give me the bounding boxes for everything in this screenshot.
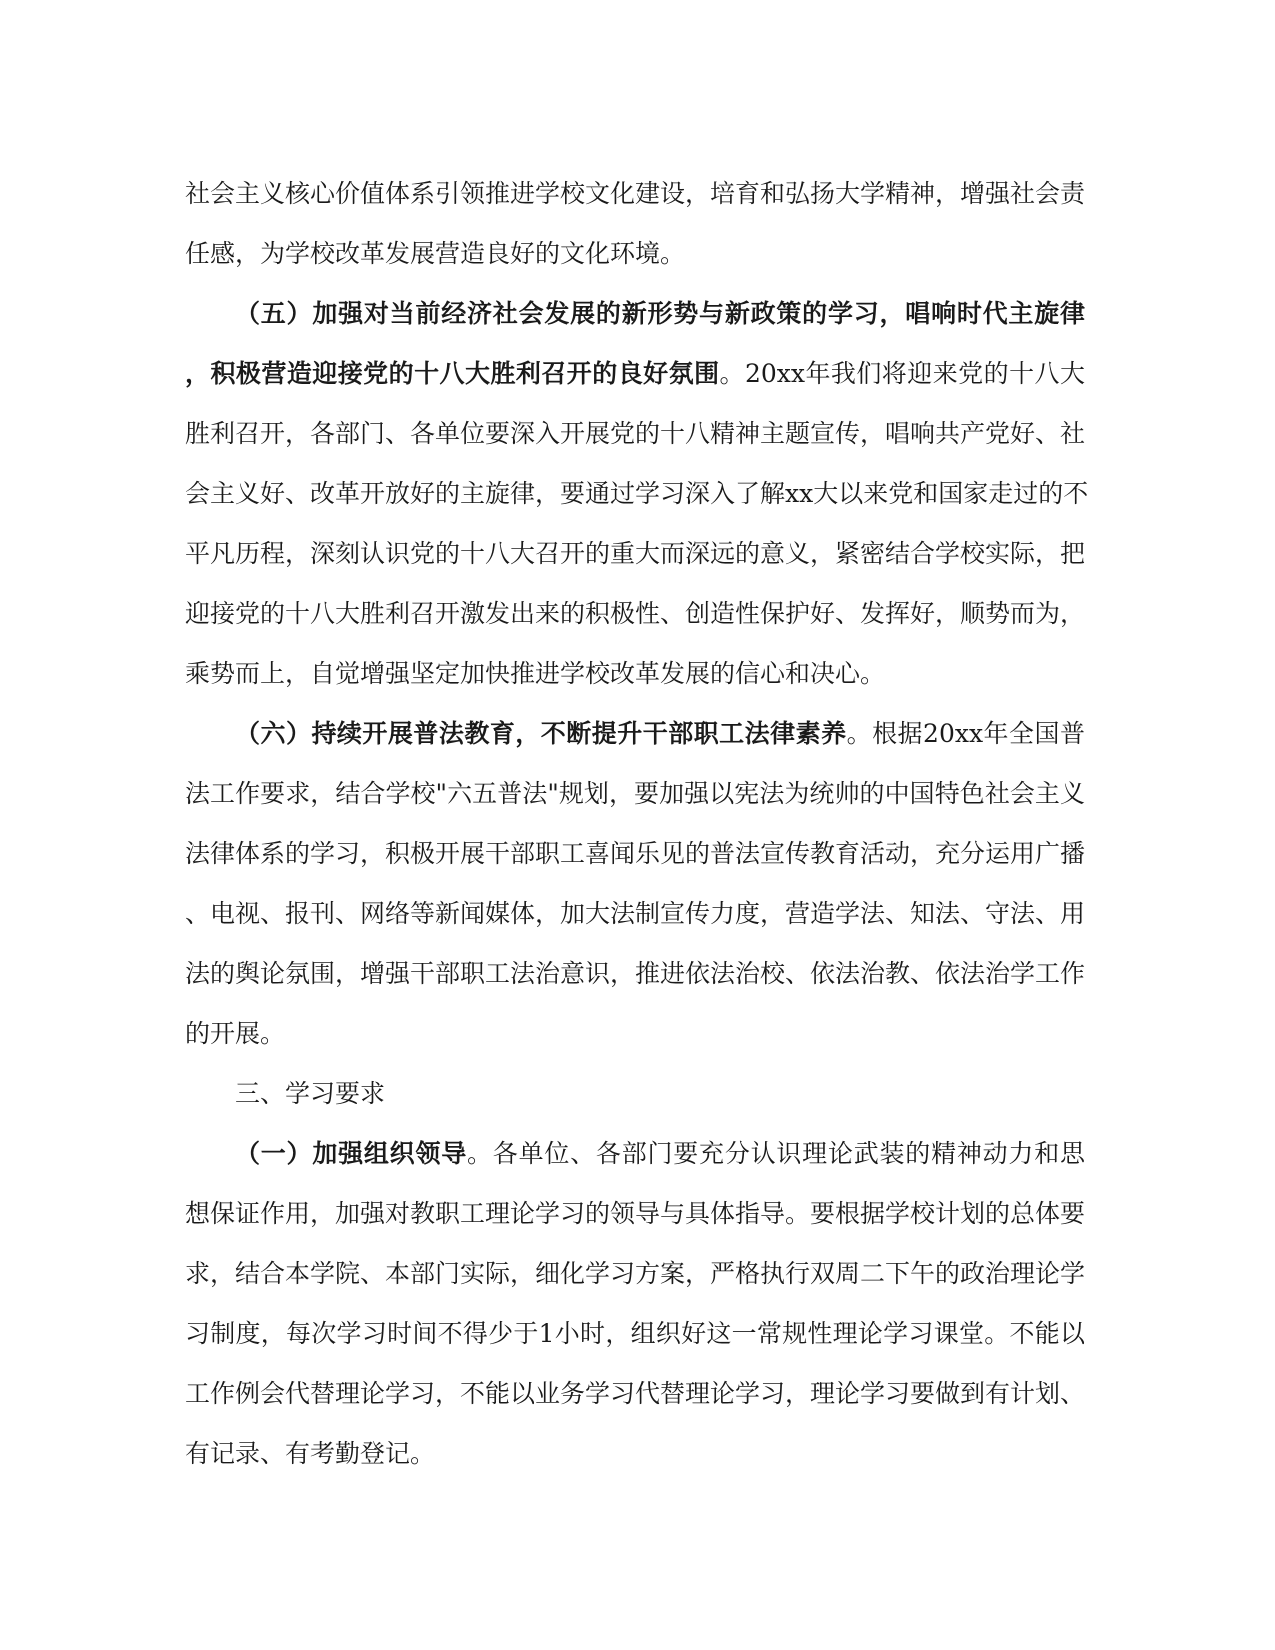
bold-heading-run: （一）加强组织领导 — [235, 1139, 468, 1168]
text-run: 乘势而上，自觉增强坚定加快推进学校改革发展的信心和决心。 — [185, 659, 886, 688]
text-run: 任感，为学校改革发展营造良好的文化环境。 — [185, 239, 686, 268]
text-line — [185, 464, 1089, 524]
text-run: 的开展。 — [185, 1019, 286, 1048]
text-line — [185, 1244, 1085, 1304]
text-line — [185, 1304, 1085, 1364]
bold-heading-run: （六）持续开展普法教育，不断提升干部职工法律素养 — [235, 719, 847, 748]
section-heading-line — [185, 1124, 1085, 1184]
text-run: 想保证作用，加强对教职工理论学习的领导与具体指导。要根据学校计划的总体要 — [185, 1199, 1086, 1228]
text-line — [185, 824, 1085, 884]
bold-heading-run: （五）加强对当前经济社会发展的新形势与新政策的学习，唱响时代主旋律 — [235, 299, 1085, 328]
text-run: 法的舆论氛围，增强干部职工法治意识，推进依法治校、依法治教、依法治学工作 — [185, 959, 1086, 988]
text-run: 。根据20xx年全国普 — [846, 719, 1085, 748]
text-run: 会主义好、改革开放好的主旋律，要通过学习深入了解xx大以来党和国家走过的不 — [185, 479, 1089, 508]
section-title-line — [185, 1064, 1085, 1124]
text-run: 、电视、报刊、网络等新闻媒体，加大法制宣传力度，营造学法、知法、守法、用 — [185, 899, 1086, 928]
text-line — [185, 524, 1085, 584]
text-line — [185, 224, 1085, 284]
text-run: 法工作要求，结合学校"六五普法"规划，要加强以宪法为统帅的中国特色社会主义 — [185, 779, 1085, 808]
bold-heading-run: ，积极营造迎接党的十八大胜利召开的良好氛围 — [185, 359, 720, 388]
text-line — [185, 404, 1085, 464]
text-line — [185, 584, 1085, 644]
text-run: 平凡历程，深刻认识党的十八大召开的重大而深远的意义，紧密结合学校实际，把 — [185, 539, 1086, 568]
text-run: 。各单位、各部门要充分认识理论武装的精神动力和思 — [467, 1139, 1085, 1168]
text-line — [185, 644, 1085, 704]
text-run: 迎接党的十八大胜利召开激发出来的积极性、创造性保护好、发挥好，顺势而为， — [185, 599, 1086, 628]
text-run: 工作例会代替理论学习，不能以业务学习代替理论学习，理论学习要做到有计划、 — [185, 1379, 1086, 1408]
text-line — [185, 884, 1085, 944]
section-heading-line — [185, 284, 1085, 344]
text-line — [185, 344, 1085, 404]
section-title: 三、学习要求 — [235, 1079, 386, 1108]
text-run: 社会主义核心价值体系引领推进学校文化建设，培育和弘扬大学精神，增强社会责 — [185, 179, 1086, 208]
body-text — [185, 164, 1089, 1484]
text-line — [185, 1424, 1085, 1484]
text-run: 有记录、有考勤登记。 — [185, 1439, 436, 1468]
text-line — [185, 164, 1085, 224]
text-line — [185, 1364, 1085, 1424]
text-line — [185, 1004, 1085, 1064]
text-run: 胜利召开，各部门、各单位要深入开展党的十八精神主题宣传，唱响共产党好、社 — [185, 419, 1086, 448]
section-heading-line — [185, 704, 1085, 764]
text-run: 法律体系的学习，积极开展干部职工喜闻乐见的普法宣传教育活动，充分运用广播 — [185, 839, 1086, 868]
text-run: 。20xx年我们将迎来党的十八大 — [719, 359, 1085, 388]
text-run: 习制度，每次学习时间不得少于1小时，组织好这一常规性理论学习课堂。不能以 — [185, 1319, 1085, 1348]
text-line — [185, 1184, 1085, 1244]
text-line — [185, 764, 1085, 824]
text-line — [185, 944, 1085, 1004]
text-run: 求，结合本学院、本部门实际，细化学习方案，严格执行双周二下午的政治理论学 — [185, 1259, 1086, 1288]
